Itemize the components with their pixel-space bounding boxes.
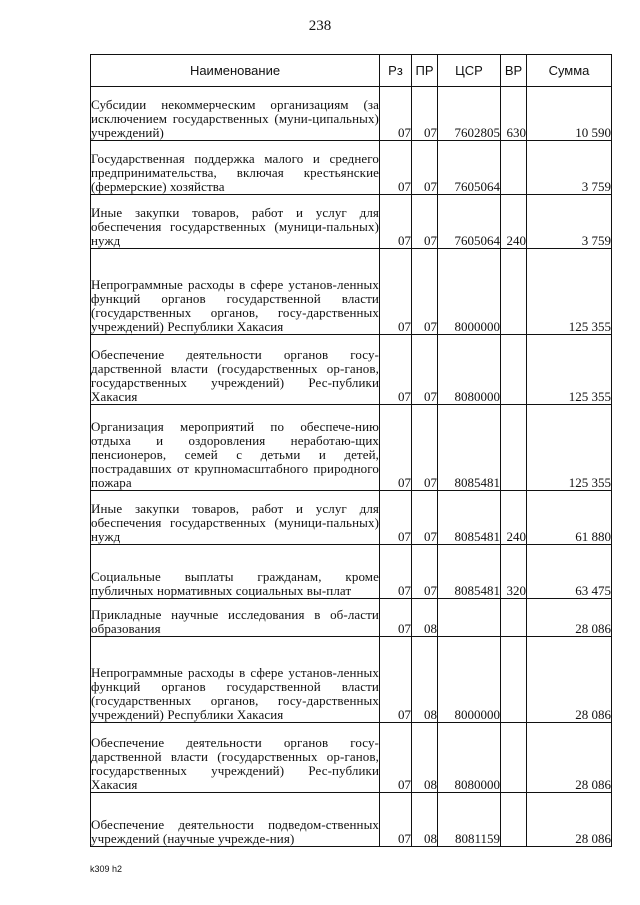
row-vr [501, 723, 527, 793]
row-rz: 07 [380, 249, 412, 335]
table-header-row [91, 55, 612, 87]
row-pr: 08 [412, 637, 438, 723]
row-pr: 07 [412, 545, 438, 599]
table-row [91, 141, 612, 195]
row-name: Социальные выплаты гражданам, кроме публичных нормативных социальных вы-плат [91, 545, 380, 599]
row-pr: 08 [412, 599, 438, 637]
row-sum: 61 880 [527, 491, 612, 545]
row-vr [501, 141, 527, 195]
row-rz: 07 [380, 491, 412, 545]
row-pr: 08 [412, 793, 438, 847]
header-vr: ВР [501, 55, 527, 87]
row-rz: 07 [380, 793, 412, 847]
row-csr: 8000000 [438, 249, 501, 335]
row-rz: 07 [380, 637, 412, 723]
footer-code: k309 h2 [90, 864, 123, 874]
table-row [91, 637, 612, 723]
row-rz: 07 [380, 141, 412, 195]
row-name: Обеспечение деятельности подведом-ственных учреждений (научные учрежде-ния) [91, 793, 380, 847]
row-pr: 08 [412, 723, 438, 793]
row-name: Прикладные научные исследования в об-ласти образования [91, 599, 380, 637]
row-pr: 07 [412, 87, 438, 141]
row-name: Государственная поддержка малого и среднего предпринимательства, включая крестьянские (фермерские) хозяйства [91, 141, 380, 195]
row-sum: 3 759 [527, 195, 612, 249]
table-row [91, 545, 612, 599]
row-rz: 07 [380, 405, 412, 491]
row-vr: 630 [501, 87, 527, 141]
row-pr: 07 [412, 195, 438, 249]
header-pr: ПР [412, 55, 438, 87]
row-name: Непрограммные расходы в сфере установ-ленных функций органов государственной власти (государственных органов, госу-дарственных учреждений) Республики Хакасия [91, 249, 380, 335]
row-csr: 8085481 [438, 491, 501, 545]
table-row [91, 249, 612, 335]
row-vr: 240 [501, 195, 527, 249]
row-csr: 8085481 [438, 545, 501, 599]
row-vr [501, 405, 527, 491]
row-sum: 28 086 [527, 723, 612, 793]
row-sum: 10 590 [527, 87, 612, 141]
row-sum: 125 355 [527, 405, 612, 491]
row-rz: 07 [380, 87, 412, 141]
row-name: Организация мероприятий по обеспече-нию отдыха и оздоровления неработаю-щих пенсионеров, семей с детьми и детей, пострадавших от крупномасштабного природного пожара [91, 405, 380, 491]
row-pr: 07 [412, 405, 438, 491]
row-csr: 7605064 [438, 195, 501, 249]
row-vr: 320 [501, 545, 527, 599]
row-vr [501, 637, 527, 723]
row-pr: 07 [412, 491, 438, 545]
row-rz: 07 [380, 599, 412, 637]
row-name: Непрограммные расходы в сфере установ-ленных функций органов государственной власти (государственных органов, госу-дарственных учреждений) Республики Хакасия [91, 637, 380, 723]
row-csr: 8081159 [438, 793, 501, 847]
row-csr: 8080000 [438, 335, 501, 405]
table-row [91, 793, 612, 847]
row-vr [501, 335, 527, 405]
header-name: Наименование [91, 55, 380, 87]
table-row [91, 87, 612, 141]
budget-table [90, 54, 612, 847]
row-vr [501, 599, 527, 637]
row-sum: 28 086 [527, 793, 612, 847]
row-sum: 125 355 [527, 335, 612, 405]
row-vr [501, 249, 527, 335]
row-csr: 8085481 [438, 405, 501, 491]
header-sum: Сумма [527, 55, 612, 87]
row-rz: 07 [380, 545, 412, 599]
row-name: Обеспечение деятельности органов госу-дарственной власти (государственных ор-ганов, государственных учреждений) Рес-публики Хакасия [91, 335, 380, 405]
table-row [91, 599, 612, 637]
row-pr: 07 [412, 335, 438, 405]
row-sum: 28 086 [527, 637, 612, 723]
row-name: Иные закупки товаров, работ и услуг для обеспечения государственных (муници-пальных) нужд [91, 491, 380, 545]
table-row [91, 491, 612, 545]
row-rz: 07 [380, 335, 412, 405]
table-row [91, 335, 612, 405]
row-csr: 8080000 [438, 723, 501, 793]
row-rz: 07 [380, 723, 412, 793]
row-sum: 125 355 [527, 249, 612, 335]
page-number: 238 [308, 18, 332, 34]
row-sum: 28 086 [527, 599, 612, 637]
row-csr: 7602805 [438, 87, 501, 141]
row-rz: 07 [380, 195, 412, 249]
row-pr: 07 [412, 249, 438, 335]
row-vr: 240 [501, 491, 527, 545]
header-rz: Рз [380, 55, 412, 87]
row-name: Иные закупки товаров, работ и услуг для обеспечения государственных (муници-пальных) нужд [91, 195, 380, 249]
table-row [91, 405, 612, 491]
table-row [91, 723, 612, 793]
row-sum: 63 475 [527, 545, 612, 599]
row-sum: 3 759 [527, 141, 612, 195]
row-csr: 8000000 [438, 637, 501, 723]
row-csr [438, 599, 501, 637]
row-vr [501, 793, 527, 847]
table-row [91, 195, 612, 249]
header-csr: ЦСР [438, 55, 501, 87]
row-name: Обеспечение деятельности органов госу-дарственной власти (государственных ор-ганов, государственных учреждений) Рес-публики Хакасия [91, 723, 380, 793]
row-pr: 07 [412, 141, 438, 195]
row-csr: 7605064 [438, 141, 501, 195]
row-name: Субсидии некоммерческим организациям (за исключением государственных (муни-ципальных) учреждений) [91, 87, 380, 141]
